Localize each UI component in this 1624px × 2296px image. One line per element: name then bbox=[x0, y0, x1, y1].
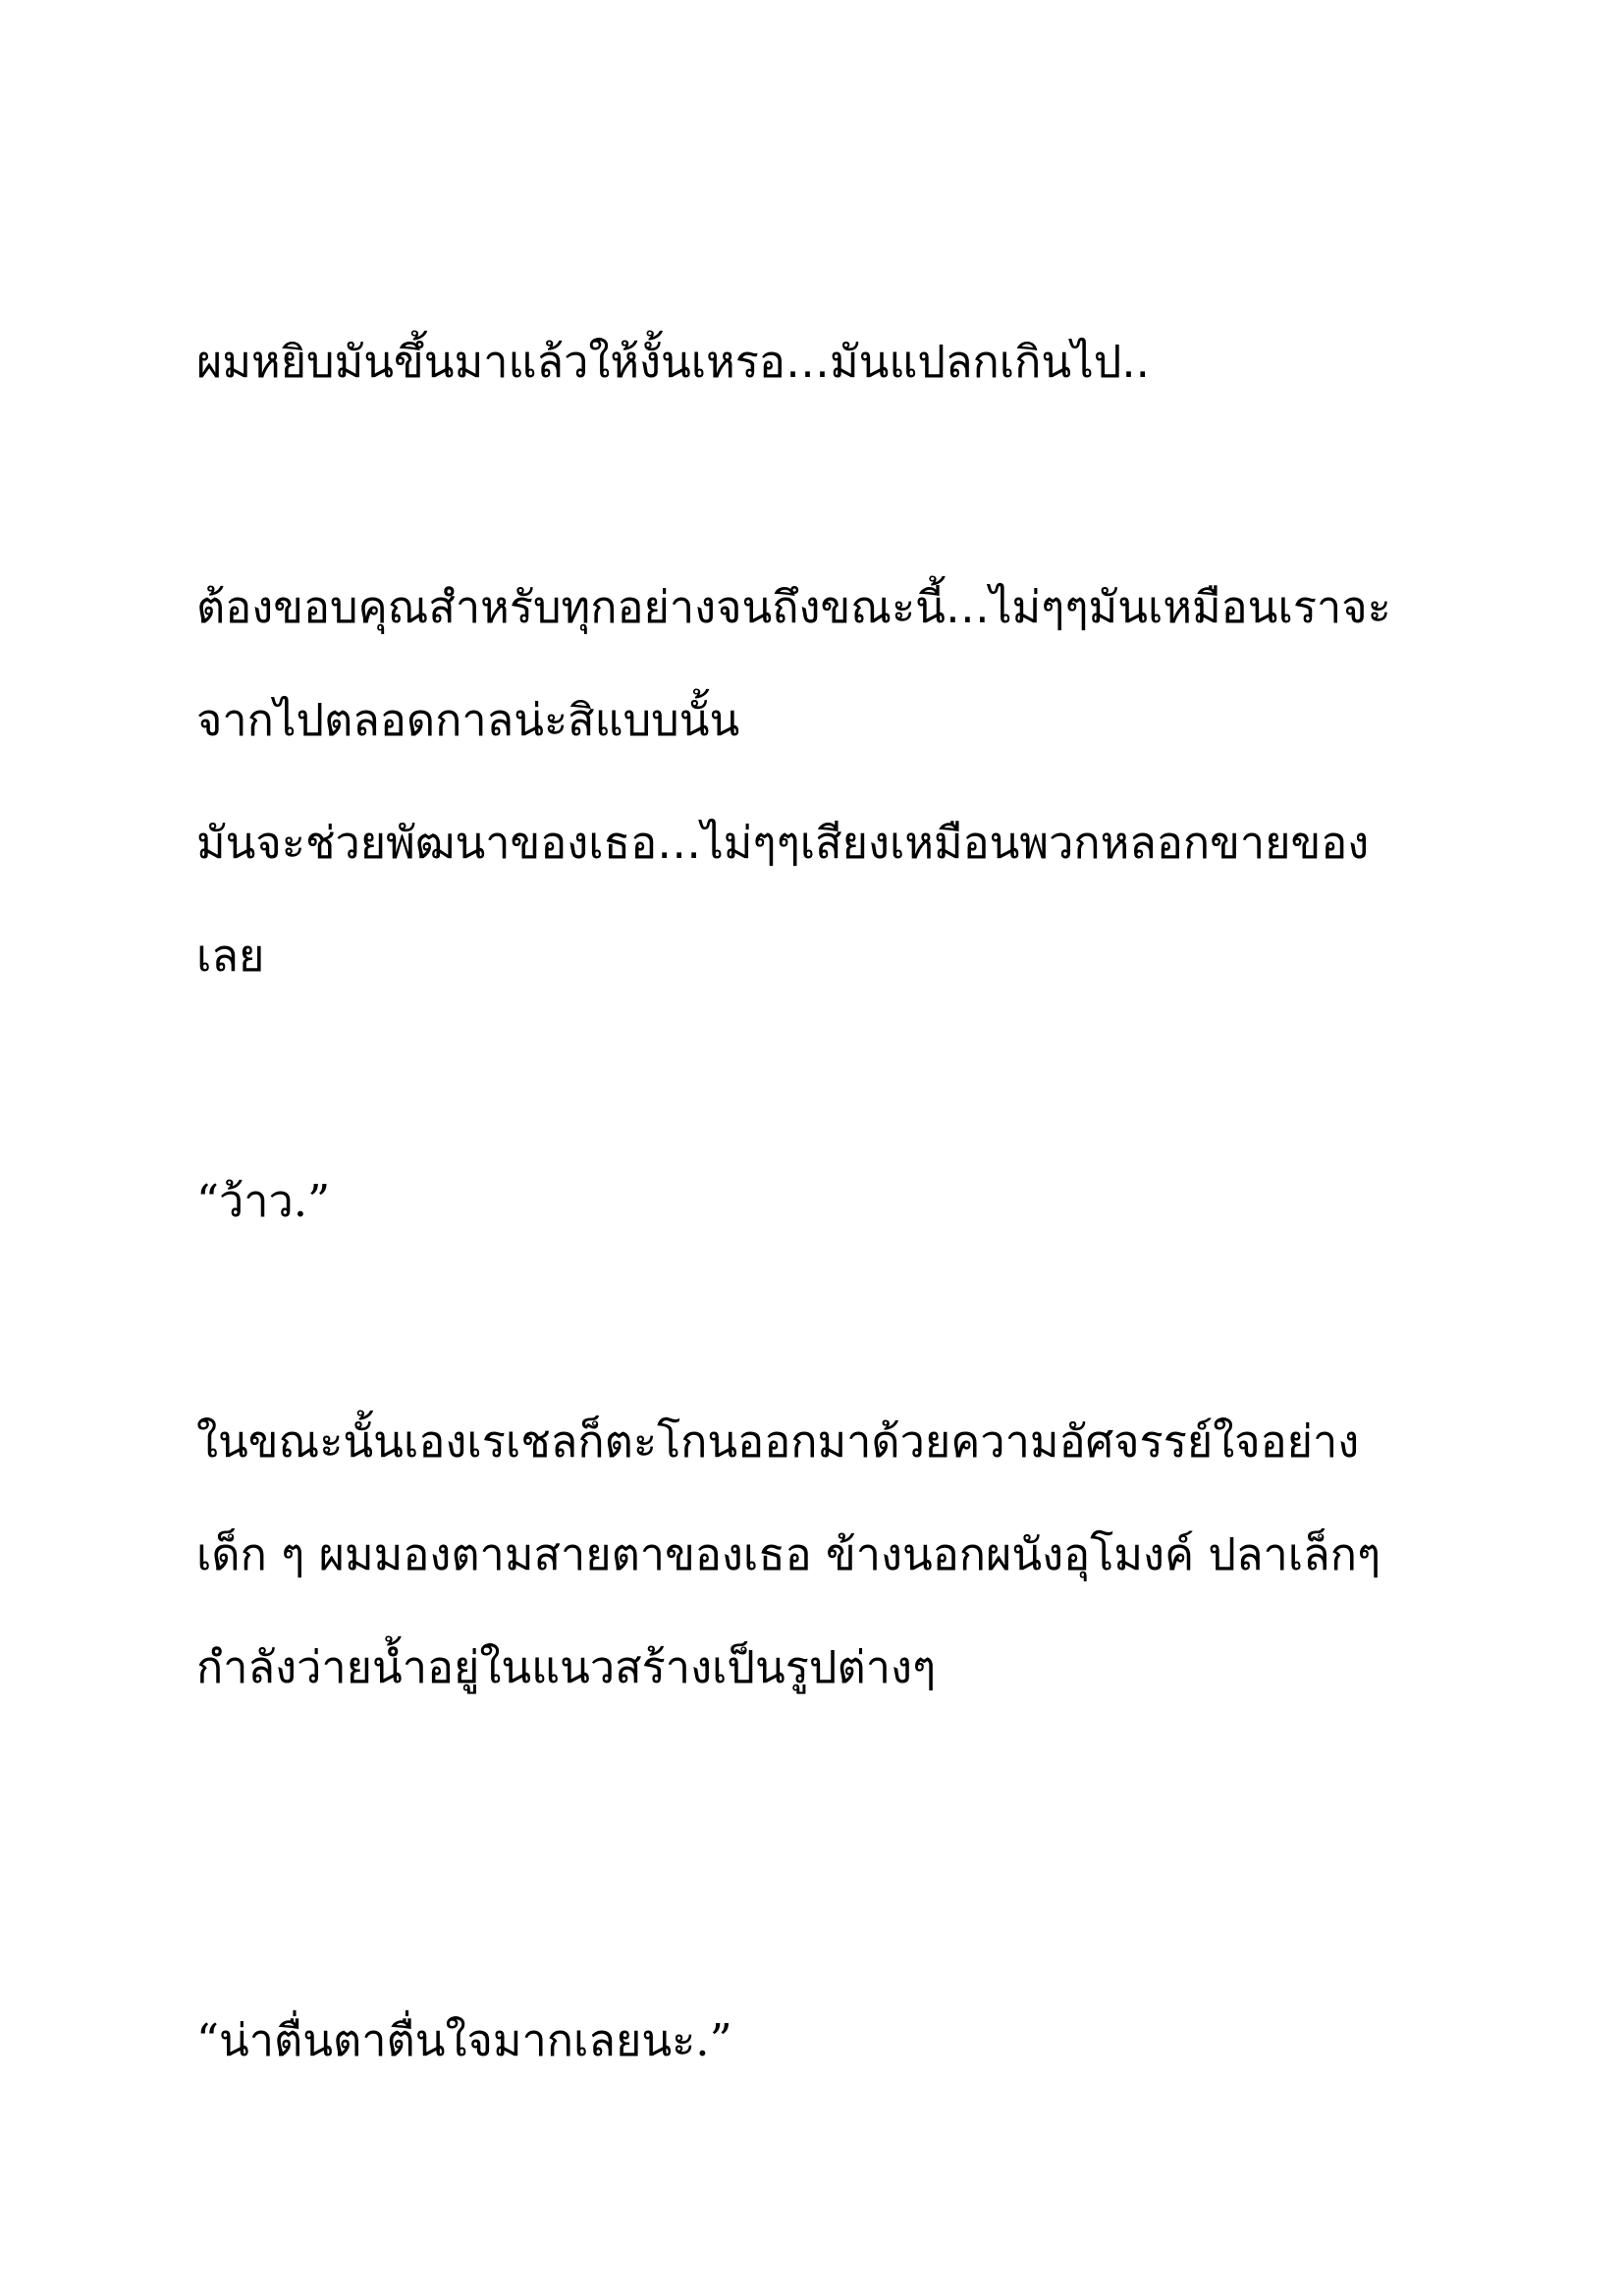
paragraph-2-line-2: จากไปตลอดกาลน่ะสิแบบนั้น bbox=[196, 694, 740, 746]
paragraph-3-line-1: มันจะช่วยพัฒนาของเธอ…ไม่ๆๆเสียงเหมือนพวกหลอกขายของ bbox=[196, 817, 1370, 869]
paragraph-2-line-1: ต้องขอบคุณสำหรับทุกอย่างจนถึงขณะนี้…ไม่ๆๆมันเหมือนเราจะ bbox=[196, 581, 1391, 633]
paragraph-5-line-2: เด็ก ๆ ผมมองตามสายตาของเธอ ข้างนอกผนังอุโมงค์ ปลาเล็กๆ bbox=[196, 1528, 1381, 1580]
paragraph-5-line-3: กำลังว่ายน้ำอยู่ในแนวสร้างเป็นรูปต่างๆ bbox=[196, 1641, 937, 1693]
dialogue-wow: “ว้าว.” bbox=[196, 1175, 331, 1227]
paragraph-1-line-1: ผมหยิบมันขึ้นมาแล้วให้งั้นเหรอ…มันแปลกเกินไป.. bbox=[196, 336, 1150, 388]
dialogue-amazing: “น่าตื่นตาตื่นใจมากเลยนะ.” bbox=[196, 2014, 732, 2066]
paragraph-3-line-2: เลย bbox=[196, 930, 265, 982]
paragraph-5-line-1: ในขณะนั้นเองเรเชลก็ตะโกนออกมาด้วยความอัศจรรย์ใจอย่าง bbox=[196, 1415, 1360, 1468]
